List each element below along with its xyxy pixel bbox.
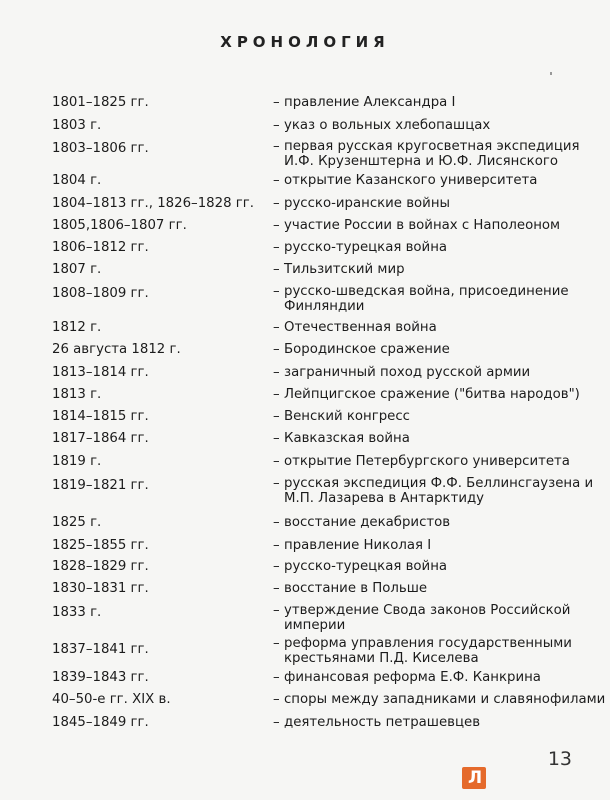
- entry-event-line: русско-шведская война, присоединение: [284, 284, 569, 299]
- entry-event: [284, 95, 589, 110]
- entry-dash: –: [273, 95, 280, 110]
- entry-event: [284, 603, 589, 633]
- entry-event: [284, 515, 589, 530]
- entry-dash: –: [273, 173, 280, 188]
- entry-dash: –: [273, 118, 280, 133]
- entry-date: 1828–1829 гг.: [52, 559, 149, 574]
- entry-event: [284, 365, 589, 380]
- entry-event-line: указ о вольных хлебопашцах: [284, 118, 491, 133]
- entry-event: [284, 196, 589, 211]
- entry-dash: –: [273, 365, 280, 380]
- entry-dash: –: [273, 218, 280, 233]
- entry-date: 1808–1809 гг.: [52, 286, 149, 301]
- entry-date: 1812 г.: [52, 320, 102, 335]
- entry-event: [284, 262, 589, 277]
- entry-date: 1845–1849 гг.: [52, 715, 149, 730]
- entry-date: 1803–1806 гг.: [52, 141, 149, 156]
- entry-dash: –: [273, 559, 280, 574]
- entry-date: 1825 г.: [52, 515, 102, 530]
- entry-event-line: участие России в войнах с Наполеоном: [284, 218, 561, 233]
- entry-dash: –: [273, 409, 280, 424]
- entry-event-line: финансовая реформа Е.Ф. Канкрина: [284, 670, 541, 685]
- entry-dash: –: [273, 603, 280, 618]
- entry-event-line: русско-иранские войны: [284, 196, 451, 211]
- entry-date: 1804 г.: [52, 173, 102, 188]
- entry-event-line: восстание в Польше: [284, 581, 428, 596]
- entry-event-line: открытие Казанского университета: [284, 173, 538, 188]
- entry-dash: –: [273, 476, 280, 491]
- entry-event-line: заграничный поход русской армии: [284, 365, 531, 380]
- entry-event: [284, 139, 589, 169]
- entry-event: [284, 581, 589, 596]
- entry-date: 1819 г.: [52, 454, 102, 469]
- entry-date: 1806–1812 гг.: [52, 240, 149, 255]
- entry-event-line: русско-турецкая война: [284, 240, 448, 255]
- entry-dash: –: [273, 636, 280, 651]
- entry-date: 26 августа 1812 г.: [52, 342, 181, 357]
- entry-date: 40–50-е гг. XIX в.: [52, 692, 171, 707]
- entry-dash: –: [273, 670, 280, 685]
- entry-event: [284, 692, 606, 707]
- entry-dash: –: [273, 262, 280, 277]
- entry-event-line: русско-турецкая война: [284, 559, 448, 574]
- entry-date: 1819–1821 гг.: [52, 478, 149, 493]
- entry-event-line: восстание декабристов: [284, 515, 451, 530]
- entry-event-line: Лейпцигское сражение ("битва народов"): [284, 387, 580, 402]
- entry-event: [284, 118, 589, 133]
- entry-dash: –: [273, 538, 280, 553]
- entry-dash: –: [273, 284, 280, 299]
- entry-event: [284, 342, 589, 357]
- entry-dash: –: [273, 515, 280, 530]
- entry-event-line: споры между западниками и славянофилами: [284, 692, 606, 707]
- entry-date: 1801–1825 гг.: [52, 95, 149, 110]
- entry-dash: –: [273, 692, 280, 707]
- entry-dash: –: [273, 196, 280, 211]
- entry-date: 1825–1855 гг.: [52, 538, 149, 553]
- entry-event-line: открытие Петербургского университета: [284, 454, 570, 469]
- speck-mark: [550, 72, 552, 75]
- entry-event: [284, 409, 589, 424]
- entry-event: [284, 454, 589, 469]
- page-title: ХРОНОЛОГИЯ: [220, 33, 390, 51]
- entry-date: 1804–1813 гг., 1826–1828 гг.: [52, 196, 254, 211]
- entry-event-line: правление Александра I: [284, 95, 456, 110]
- entry-event: [284, 636, 589, 666]
- entry-event-line: правление Николая I: [284, 538, 432, 553]
- entry-date: 1813 г.: [52, 387, 102, 402]
- entry-date: 1805,1806–1807 гг.: [52, 218, 187, 233]
- entry-event: [284, 173, 589, 188]
- entry-event-line: империи: [284, 618, 346, 633]
- page-number: 13: [547, 748, 572, 770]
- entry-event: [284, 387, 589, 402]
- entry-event-line: Венский конгресс: [284, 409, 410, 424]
- entry-date: 1830–1831 гг.: [52, 581, 149, 596]
- entry-dash: –: [273, 431, 280, 446]
- entry-event-line: крестьянами П.Д. Киселева: [284, 651, 479, 666]
- entry-dash: –: [273, 320, 280, 335]
- entry-dash: –: [273, 715, 280, 730]
- entry-date: 1833 г.: [52, 605, 102, 620]
- publisher-logo-letter: Л: [468, 768, 483, 788]
- entry-event-line: Кавказская война: [284, 431, 410, 446]
- entry-event-line: реформа управления государственными: [284, 636, 572, 651]
- entry-event-line: Финляндии: [284, 299, 365, 314]
- entry-date: 1807 г.: [52, 262, 102, 277]
- entry-event: [284, 538, 589, 553]
- entry-dash: –: [273, 342, 280, 357]
- entry-event: [284, 670, 589, 685]
- entry-event-line: Бородинское сражение: [284, 342, 450, 357]
- entry-dash: –: [273, 454, 280, 469]
- entry-date: 1817–1864 гг.: [52, 431, 149, 446]
- entry-event: [284, 218, 589, 233]
- entry-date: 1813–1814 гг.: [52, 365, 149, 380]
- entry-event-line: Отечественная война: [284, 320, 437, 335]
- entry-event: [284, 284, 589, 314]
- entry-event-line: И.Ф. Крузенштерна и Ю.Ф. Лисянского: [284, 154, 558, 169]
- entry-event-line: русская экспедиция Ф.Ф. Беллинсгаузена и: [284, 476, 594, 491]
- entry-date: 1839–1843 гг.: [52, 670, 149, 685]
- entry-event: [284, 240, 589, 255]
- entry-date: 1814–1815 гг.: [52, 409, 149, 424]
- entry-event: [284, 431, 589, 446]
- entry-event-line: Тильзитский мир: [284, 262, 405, 277]
- entry-date: 1837–1841 гг.: [52, 642, 149, 657]
- entry-event: [284, 476, 594, 506]
- entry-date: 1803 г.: [52, 118, 102, 133]
- entry-event: [284, 715, 589, 730]
- entry-dash: –: [273, 581, 280, 596]
- entry-event-line: деятельность петрашевцев: [284, 715, 481, 730]
- entry-event: [284, 559, 589, 574]
- entry-event: [284, 320, 589, 335]
- entry-event-line: М.П. Лазарева в Антарктиду: [284, 491, 485, 506]
- entry-event-line: утверждение Свода законов Российской: [284, 603, 571, 618]
- entry-dash: –: [273, 240, 280, 255]
- entry-event-line: первая русская кругосветная экспедиция: [284, 139, 580, 154]
- entry-dash: –: [273, 139, 280, 154]
- entry-dash: –: [273, 387, 280, 402]
